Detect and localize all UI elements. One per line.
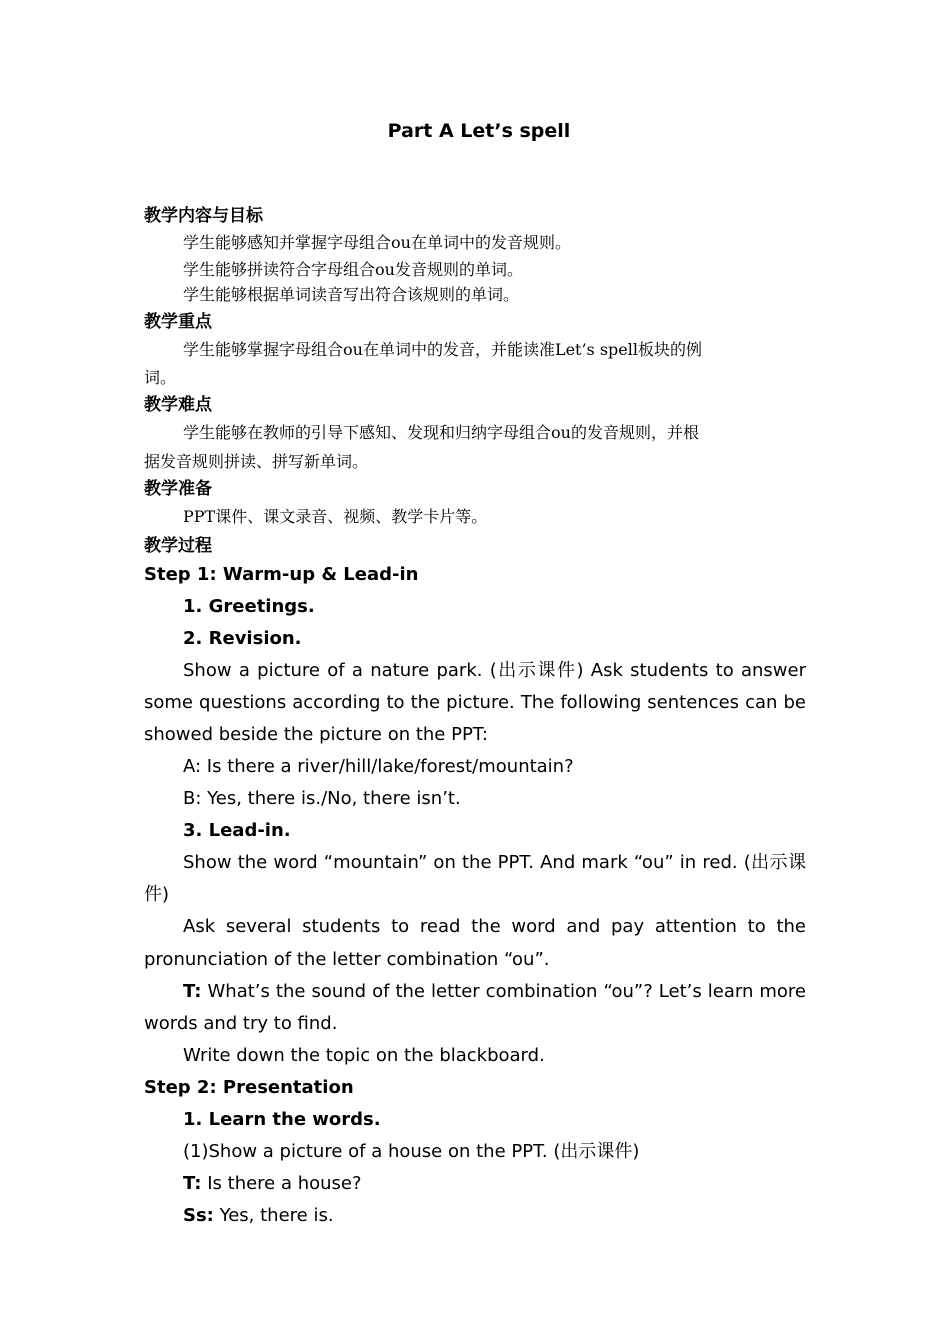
teacher-label: T: bbox=[183, 981, 202, 1002]
teacher-question-text: What’s the sound of the letter combination “ou”? Let’s learn more bbox=[201, 981, 806, 1002]
leadin-paragraph-2-line-2: pronunciation of the letter combination “ou”. bbox=[144, 949, 550, 970]
step1-greetings: 1. Greetings. bbox=[183, 596, 315, 617]
difficulties-line-1: 学生能够在教师的引导下感知、发现和归纳字母组合ou的发音规则，并根 bbox=[183, 423, 699, 442]
leadin-paragraph-1-line-1: Show the word “mountain” on the PPT. And mark “ou” in red. (出示课 bbox=[183, 852, 806, 873]
teacher-house-question-text: Is there a house? bbox=[201, 1173, 362, 1194]
revision-paragraph-line-3: showed beside the picture on the PPT: bbox=[144, 724, 488, 745]
teacher-question-line-1 bbox=[183, 980, 806, 1004]
section-heading-content-goals: 教学内容与目标 bbox=[144, 206, 263, 226]
step2-learn-words: 1. Learn the words. bbox=[183, 1109, 381, 1130]
step1-heading: Step 1: Warm-up & Lead-in bbox=[144, 564, 419, 585]
key-points-line-2: 词。 bbox=[144, 368, 177, 387]
difficulties-line-2: 据发音规则拼读、拼写新单词。 bbox=[144, 452, 369, 471]
section-heading-difficulties: 教学难点 bbox=[144, 395, 212, 415]
goal-line-2: 学生能够拼读符合字母组合ou发音规则的单词。 bbox=[183, 260, 523, 279]
section-heading-key-points: 教学重点 bbox=[144, 312, 212, 332]
leadin-paragraph-2-line-1: Ask several students to read the word and pay attention to the bbox=[183, 916, 806, 937]
teacher-question-line-2: words and try to find. bbox=[144, 1013, 338, 1034]
section-heading-preparation: 教学准备 bbox=[144, 479, 212, 499]
revision-paragraph-line-1: Show a picture of a nature park. (出示课件) Ask students to answer bbox=[183, 660, 806, 681]
key-points-line-1: 学生能够掌握字母组合ou在单词中的发音，并能读准Let’s spell板块的例 bbox=[183, 340, 703, 359]
goal-line-3: 学生能够根据单词读音写出符合该规则的单词。 bbox=[183, 285, 520, 304]
teacher-label-2: T: bbox=[183, 1173, 202, 1194]
step1-leadin: 3. Lead-in. bbox=[183, 820, 291, 841]
show-house-line: (1)Show a picture of a house on the PPT. (出示课件) bbox=[183, 1141, 640, 1162]
students-answer bbox=[183, 1204, 806, 1228]
students-label: Ss: bbox=[183, 1205, 214, 1226]
page-title: Part A Let’s spell bbox=[387, 120, 571, 142]
revision-paragraph-line-2: some questions according to the picture. The following sentences can be bbox=[144, 692, 806, 713]
goal-line-1: 学生能够感知并掌握字母组合ou在单词中的发音规则。 bbox=[183, 233, 571, 252]
step2-heading: Step 2: Presentation bbox=[144, 1077, 354, 1098]
dialogue-line-b: B: Yes, there is./No, there isn’t. bbox=[183, 788, 461, 809]
dialogue-line-a: A: Is there a river/hill/lake/forest/mountain? bbox=[183, 756, 574, 777]
teacher-house-question bbox=[183, 1172, 806, 1196]
blackboard-instruction: Write down the topic on the blackboard. bbox=[183, 1045, 545, 1066]
leadin-paragraph-1-line-2: 件) bbox=[144, 884, 170, 905]
students-answer-text: Yes, there is. bbox=[213, 1205, 334, 1226]
preparation-line-1: PPT课件、课文录音、视频、教学卡片等。 bbox=[183, 507, 488, 526]
step1-revision: 2. Revision. bbox=[183, 628, 302, 649]
section-heading-process: 教学过程 bbox=[144, 536, 212, 556]
